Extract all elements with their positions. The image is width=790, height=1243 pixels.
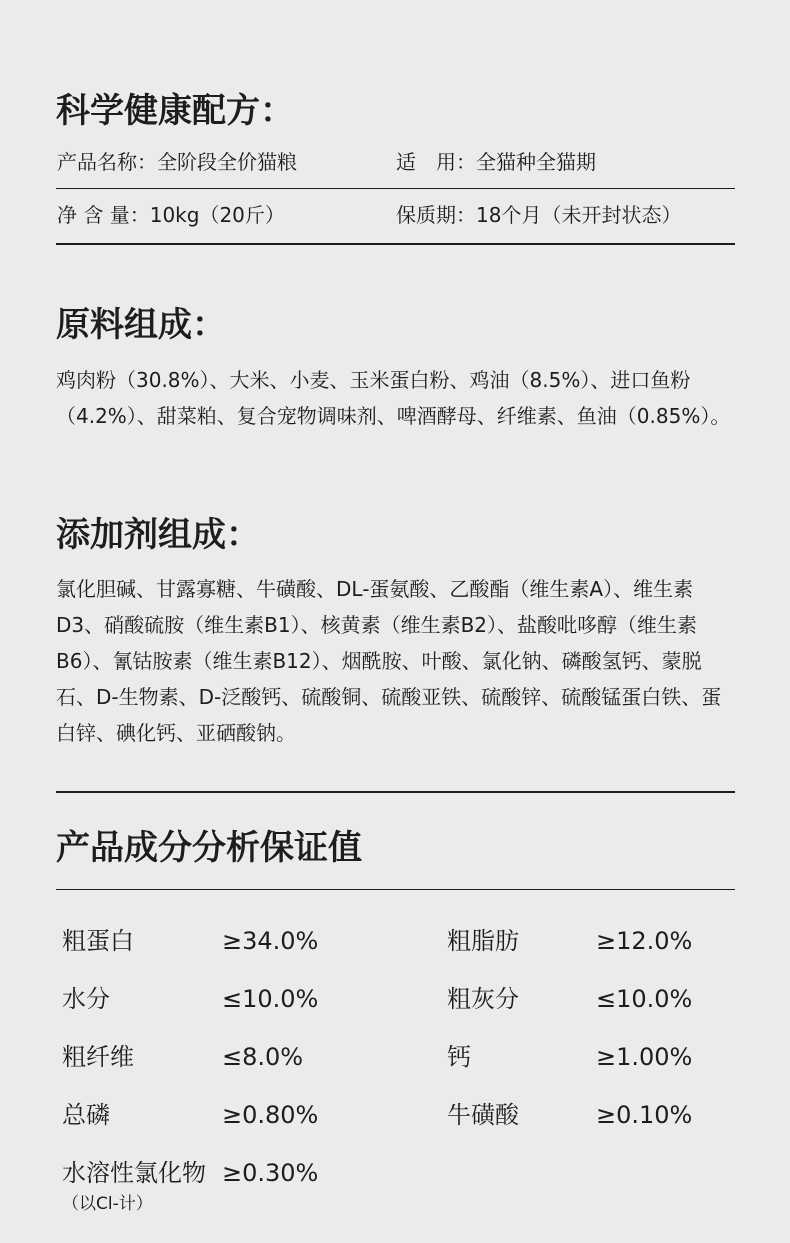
nutrient-value: ≥0.30% xyxy=(222,1159,319,1187)
table-bottom-rule xyxy=(56,243,735,245)
nutrient-value: ≥12.0% xyxy=(596,927,693,955)
nutrient-value: ≥0.80% xyxy=(222,1101,319,1129)
row-divider xyxy=(56,188,735,189)
nutrient-name: 粗灰分 xyxy=(447,985,519,1013)
additives-heading: 添加剂组成： xyxy=(56,515,260,555)
analysis-rule xyxy=(56,889,735,890)
nutrient-value: ≥34.0% xyxy=(222,927,319,955)
ingredients-text: 鸡肉粉（30.8%）、大米、小麦、玉米蛋白粉、鸡油（8.5%）、进口鱼粉（4.2%）、甜菜粕、复合宠物调味剂、啤酒酵母、纤维素、鱼油（0.85%）。 xyxy=(56,368,731,428)
nutrient-name: 水分 xyxy=(62,985,110,1013)
nutrient-value: ≤10.0% xyxy=(596,985,693,1013)
nutrient-value: ≤10.0% xyxy=(222,985,319,1013)
nutrient-value: ≥1.00% xyxy=(596,1043,693,1071)
net-weight: 净 含 量：10kg（20斤） xyxy=(57,203,285,227)
suitable-for: 适 用：全猫种全猫期 xyxy=(396,150,596,174)
section-divider xyxy=(56,791,735,793)
nutrient-name: 牛磺酸 xyxy=(447,1101,519,1129)
additives-text: 氯化胆碱、甘露寡糖、牛磺酸、DL-蛋氨酸、乙酸酯（维生素A）、维生素D3、硝酸硫胺（维生素B1）、核黄素（维生素B2）、盐酸吡哆醇（维生素B6）、氰钴胺素（维生素B12）、烟酰胺、叶酸、氯化钠、磷酸氢钙、蒙脱石、D-生物素、D-泛酸钙、硫酸铜、硫酸亚铁、硫酸锌、硫酸锰蛋白铁、蛋白锌、碘化钙、亚硒酸钠。 xyxy=(56,577,722,745)
nutrient-name: 钙 xyxy=(447,1043,471,1071)
nutrient-name: 总磷 xyxy=(62,1101,110,1129)
shelf-life: 保质期：18个月（未开封状态） xyxy=(396,203,682,227)
nutrient-name: 粗脂肪 xyxy=(447,927,519,955)
product-name: 产品名称：全阶段全价猫粮 xyxy=(57,150,297,174)
chloride-note: （以Cl-计） xyxy=(62,1194,153,1214)
ingredients-heading: 原料组成： xyxy=(56,305,226,345)
formula-heading: 科学健康配方： xyxy=(56,91,294,131)
nutrient-value: ≥0.10% xyxy=(596,1101,693,1129)
analysis-heading: 产品成分分析保证值 xyxy=(56,828,362,868)
nutrient-value: ≤8.0% xyxy=(222,1043,304,1071)
nutrient-name: 粗纤维 xyxy=(62,1043,134,1071)
nutrient-name: 粗蛋白 xyxy=(62,927,134,955)
nutrient-name: 水溶性氯化物 xyxy=(62,1159,206,1187)
